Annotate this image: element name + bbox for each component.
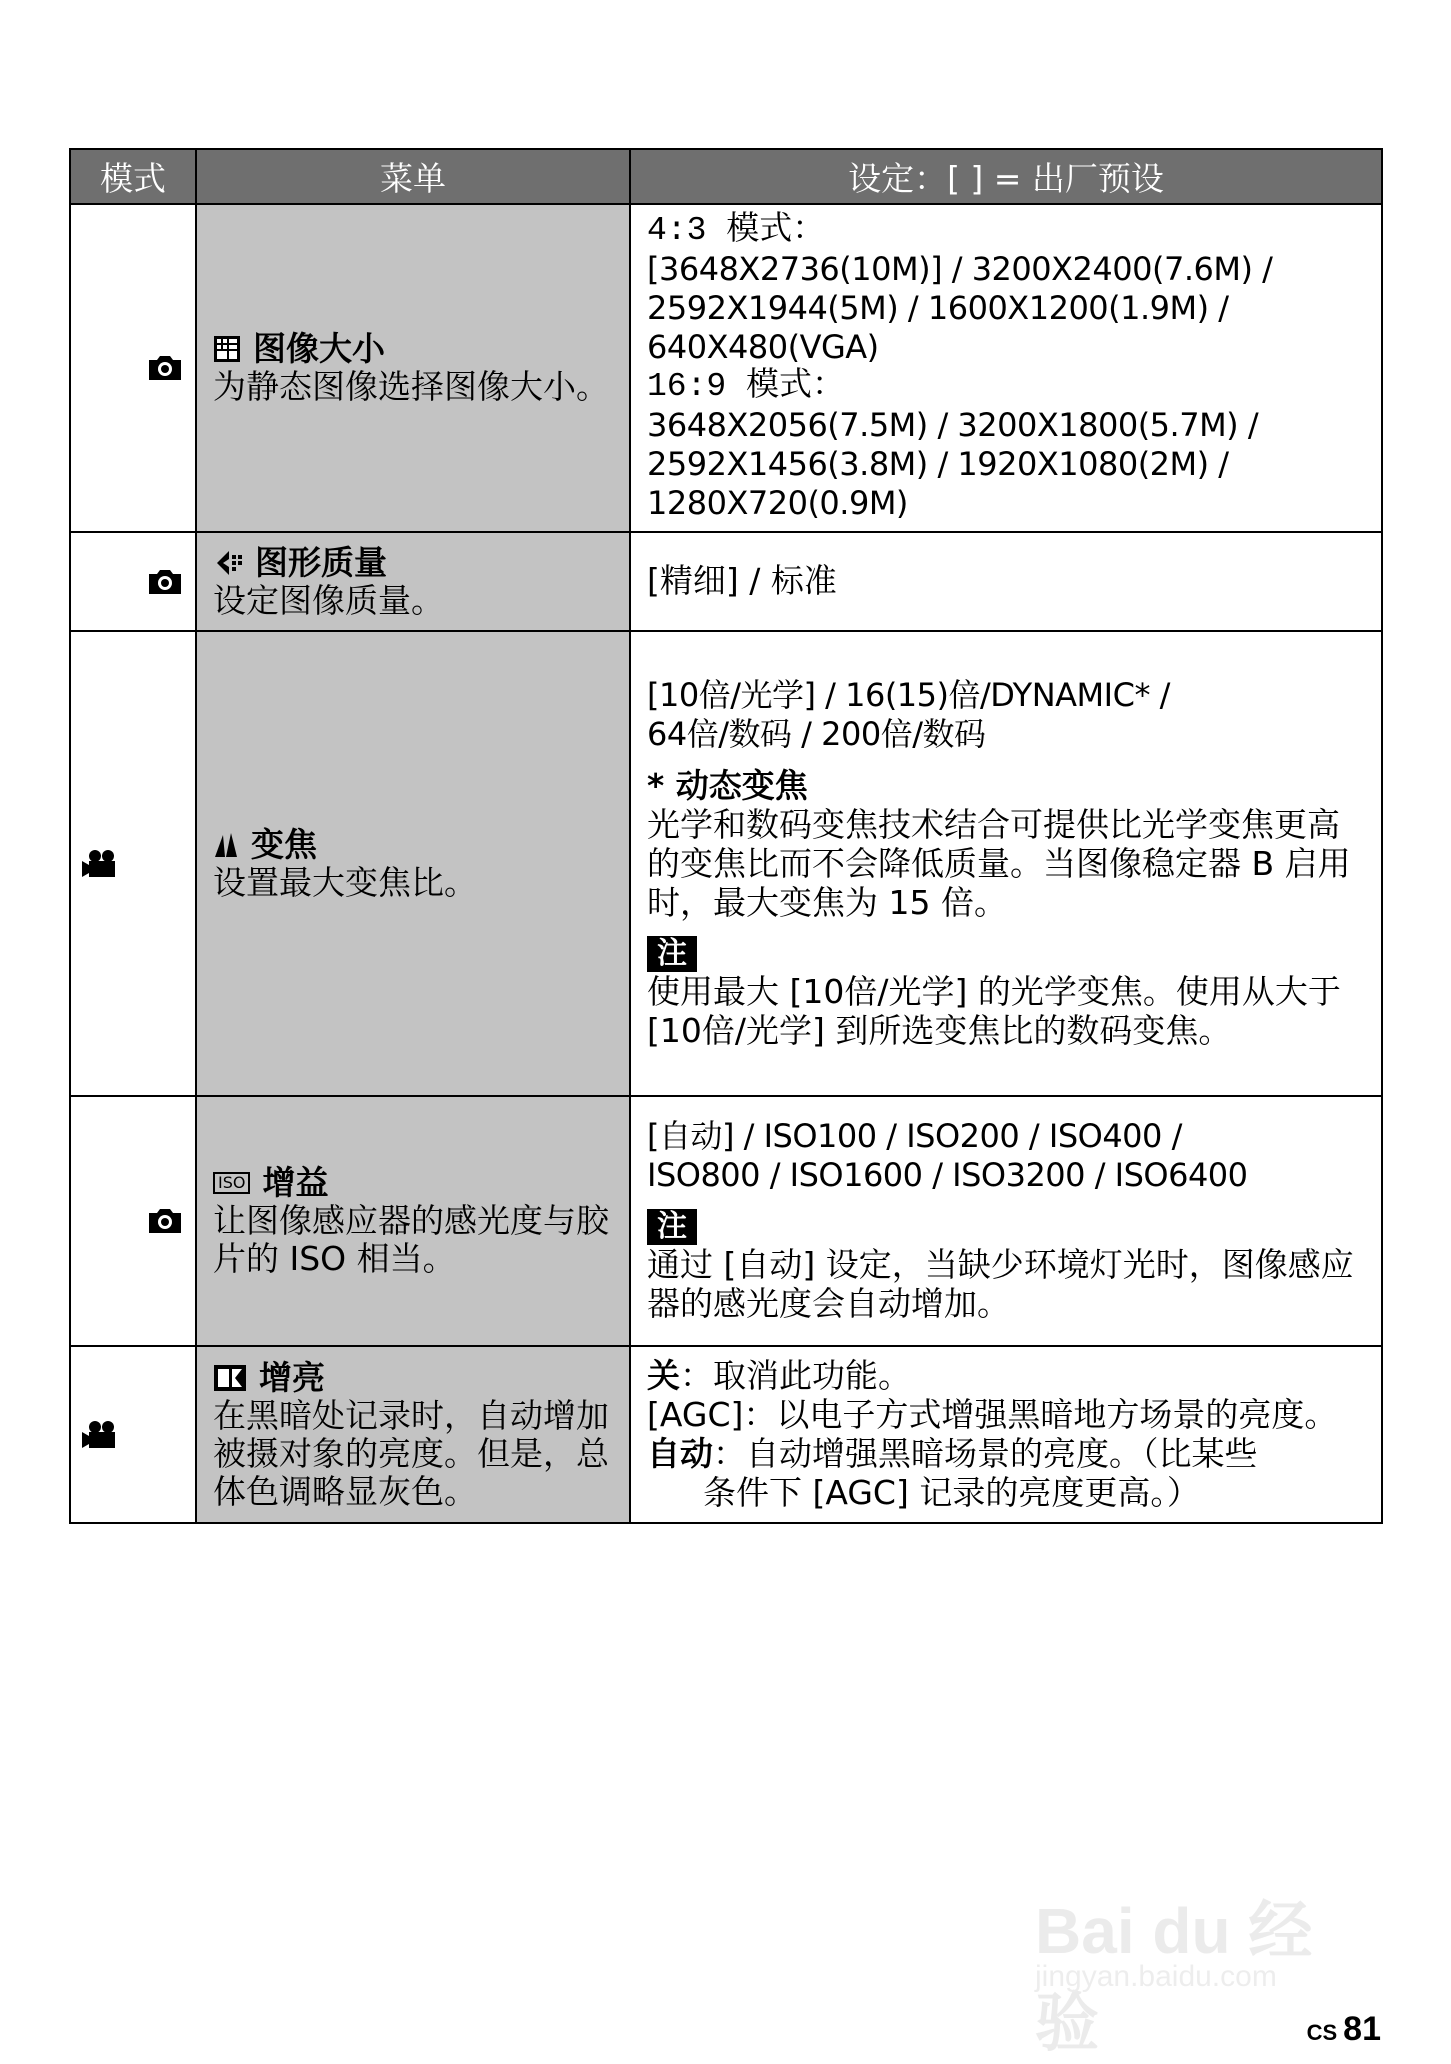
- settings-cell: [630, 532, 1382, 631]
- zoom-icon: [213, 831, 239, 859]
- note-label: 注: [647, 936, 697, 972]
- watermark-url: jingyan.baidu.com: [1035, 1960, 1277, 1993]
- note-label: 注: [647, 1209, 697, 1245]
- note-text: 通过 [自动] 设定，当缺少环境灯光时，图像感应器的感光度会自动增加。: [647, 1245, 1354, 1323]
- iso-icon: ISO: [213, 1172, 250, 1194]
- dynamic-zoom-text: 光学和数码变焦技术结合可提供比光学变焦更高的变焦比而不会降低质量。当图像稳定器 B 启用时，最大变焦为 15 倍。: [647, 804, 1351, 922]
- menu-settings-table: [69, 148, 1383, 1524]
- option-off: 关：取消此功能。: [647, 1355, 911, 1395]
- menu-cell: [196, 1346, 630, 1523]
- option-auto: 自动：自动增强黑暗场景的亮度。（比某些: [647, 1433, 1258, 1473]
- settings-line: [自动] / ISO100 / ISO200 / ISO400 /: [647, 1117, 1182, 1155]
- menu-title: 图像大小: [253, 329, 385, 368]
- settings-line: 1280X720(0.9M): [647, 484, 908, 522]
- table-row: [70, 204, 1382, 532]
- menu-description: 设定图像质量。: [213, 580, 444, 620]
- menu-cell: [196, 631, 630, 1096]
- menu-title: 增亮: [259, 1357, 325, 1397]
- settings-line: 64倍/数码 / 200倍/数码: [647, 714, 986, 753]
- mode-cell: [70, 204, 196, 532]
- camera-icon: [147, 1207, 183, 1235]
- camera-icon: [147, 568, 183, 596]
- table-header-row: [70, 149, 1382, 204]
- settings-line: 3648X2056(7.5M) / 3200X1800(5.7M) /: [647, 406, 1259, 444]
- settings-cell: [630, 1096, 1382, 1346]
- settings-line: [10倍/光学] / 16(15)倍/DYNAMIC* /: [647, 675, 1170, 714]
- menu-description: 为静态图像选择图像大小。: [213, 367, 609, 406]
- language-code: CS: [1306, 2020, 1338, 2045]
- settings-line: [精细] / 标准: [647, 561, 837, 600]
- menu-cell: [196, 1096, 630, 1346]
- menu-title: 变焦: [251, 824, 317, 864]
- table-row: [70, 1346, 1382, 1523]
- option-agc: [AGC]：以电子方式增强黑暗地方场景的亮度。: [647, 1394, 1338, 1434]
- watermark-logo-text: Bai du 经验: [1035, 1895, 1313, 2059]
- menu-title: 图形质量: [255, 542, 387, 582]
- settings-cell: [630, 1346, 1382, 1523]
- mode-cell: [70, 631, 196, 1096]
- header-settings: 设定：[ ] = 出厂预设: [630, 149, 1382, 204]
- settings-line: 2592X1456(3.8M) / 1920X1080(2M) /: [647, 445, 1229, 483]
- video-camera-icon: [81, 1420, 121, 1450]
- camera-icon: [147, 354, 183, 382]
- video-camera-icon: [81, 849, 121, 879]
- menu-cell: [196, 532, 630, 631]
- menu-title: 增益: [262, 1163, 329, 1202]
- menu-description: 在黑暗处记录时，自动增加被摄对象的亮度。但是，总体色调略显灰色。: [213, 1395, 609, 1511]
- menu-description: 让图像感应器的感光度与胶片的 ISO 相当。: [213, 1201, 609, 1278]
- brighten-icon: [213, 1364, 247, 1392]
- settings-line: 2592X1944(5M) / 1600X1200(1.9M) /: [647, 289, 1229, 327]
- table-row: [70, 1096, 1382, 1346]
- settings-line: 640X480(VGA): [647, 328, 879, 366]
- table-row: [70, 532, 1382, 631]
- image-quality-icon: [213, 549, 243, 577]
- page-number: 81: [1343, 2010, 1381, 2048]
- page-footer: [1307, 2010, 1381, 2049]
- note-text: 使用最大 [10倍/光学] 的光学变焦。使用从大于 [10倍/光学] 到所选变焦比的数码变焦。: [647, 971, 1341, 1050]
- settings-cell: [630, 204, 1382, 532]
- settings-line: 4:3 模式：: [647, 212, 826, 249]
- image-size-icon: [213, 335, 241, 363]
- header-menu: 菜单: [196, 149, 630, 204]
- dynamic-zoom-title: * 动态变焦: [647, 765, 808, 805]
- mode-cell: [70, 1346, 196, 1523]
- mode-cell: [70, 532, 196, 631]
- table-row: [70, 631, 1382, 1096]
- menu-description: 设置最大变焦比。: [213, 862, 477, 902]
- option-auto-continued: 条件下 [AGC] 记录的亮度更高。）: [703, 1472, 1200, 1512]
- settings-line: 16:9 模式：: [647, 368, 846, 405]
- settings-line: [3648X2736(10M)] / 3200X2400(7.6M) /: [647, 250, 1273, 288]
- mode-cell: [70, 1096, 196, 1346]
- settings-line: ISO800 / ISO1600 / ISO3200 / ISO6400: [647, 1156, 1248, 1194]
- header-mode: 模式: [70, 149, 196, 204]
- menu-cell: [196, 204, 630, 532]
- settings-cell: [630, 631, 1382, 1096]
